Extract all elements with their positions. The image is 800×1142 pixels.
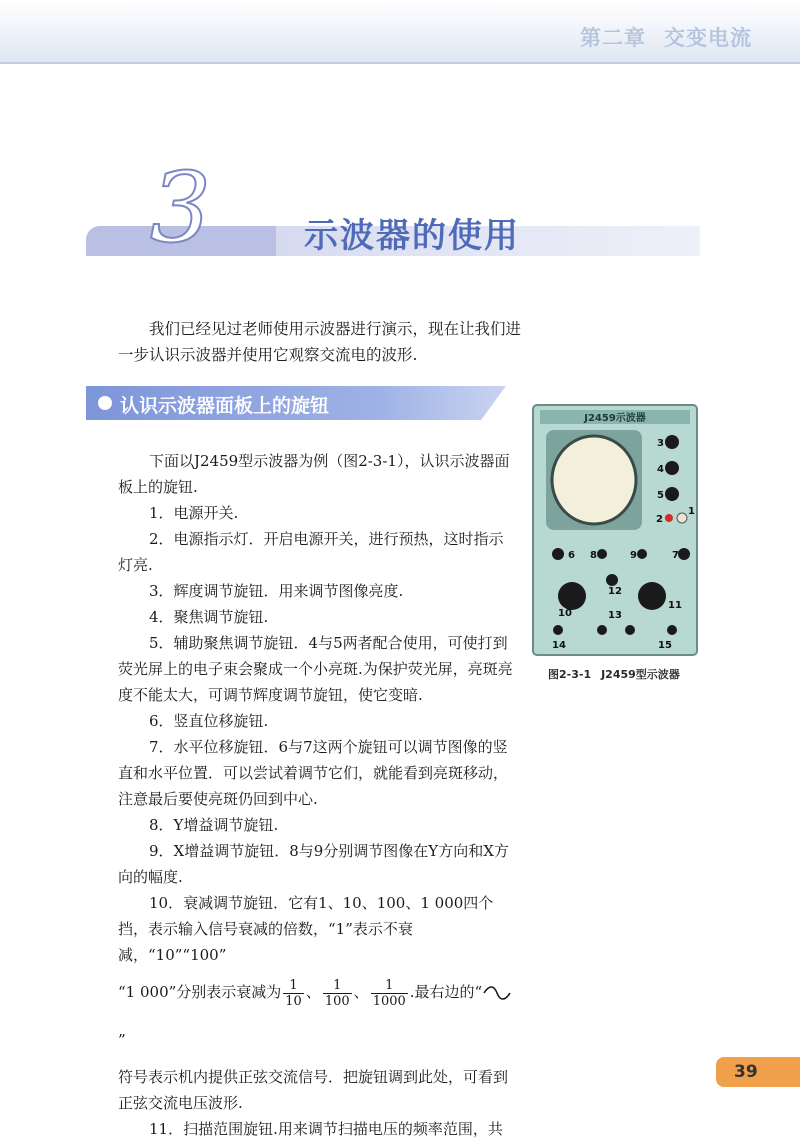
knob-label: 13 (608, 610, 622, 621)
page-number-tab (716, 1057, 800, 1087)
page-number: 39 (734, 1062, 758, 1082)
paragraph: 5．辅助聚焦调节旋钮．4与5两者配合使用，可使打到荧光屏上的电子束会聚成一个小亮斑.为保护荧光屏，亮斑亮度不能太大，可调节辉度调节旋钮，使它变暗. (118, 634, 513, 704)
paragraph: 9．X增益调节旋钮．8与9分别调节图像在Y方向和X方向的幅度. (118, 842, 509, 886)
sine-wave-icon (482, 986, 512, 1000)
paragraph: 7．水平位移旋钮．6与7这两个旋钮可以调节图像的竖直和水平位置．可以尝试着调节它们，就能看到亮斑移动，注意最后要使亮斑仍回到中心. (118, 738, 509, 808)
oscilloscope-illustration (532, 404, 698, 656)
device-label: J2459示波器 (584, 413, 646, 424)
paragraph: 符号表示机内提供正弦交流信号．把旋钮调到此处，可看到正弦交流电压波形. (118, 1068, 509, 1112)
paragraph: 1．电源开关. (149, 504, 239, 522)
knob-label: 12 (608, 586, 622, 597)
paragraph: 2．电源指示灯．开启电源开关，进行预热，这时指示灯亮. (118, 530, 504, 574)
knob-label: 2 (656, 514, 663, 525)
paragraph: 10．衰减调节旋钮．它有1、10、100、1 000四个挡，表示输入信号衰减的倍数，“1”表示不衰减，“10”“100” (118, 894, 494, 964)
paragraph: 4．聚焦调节旋钮. (149, 608, 269, 626)
body-text (118, 448, 515, 1142)
fraction-paragraph (118, 968, 515, 1064)
fraction-separator: 、 (353, 983, 369, 1001)
fraction: $\frac{1}{100}$ (324, 977, 350, 1009)
fraction-trail-text: .最右边的“ (409, 983, 483, 1001)
bullet-icon (98, 396, 112, 410)
paragraph: 下面以J2459型示波器为例（图2-3-1），认识示波器面板上的旋钮. (118, 452, 510, 496)
knob-label: 4 (657, 464, 664, 475)
paragraph: 6．竖直位移旋钮. (149, 712, 269, 730)
knob-label: 9 (630, 550, 637, 561)
paragraph: 8．Y增益调节旋钮. (149, 816, 279, 834)
lesson-number: 3 (150, 152, 212, 264)
fraction: $\frac{1}{1000}$ (372, 977, 406, 1009)
paragraph: 11．扫描范围旋钮.用来调节扫描电压的频率范围，共 (149, 1120, 503, 1138)
oscilloscope-figure (532, 404, 698, 656)
chapter-title: 交变电流 (664, 26, 752, 50)
knob-label: 10 (558, 608, 572, 619)
header-divider (0, 62, 800, 64)
caption-id: 图2-3-1 (548, 668, 592, 681)
intro-text: 我们已经见过老师使用示波器进行演示，现在让我们进一步认识示波器并使用它观察交流电的波形. (118, 320, 522, 364)
knob-label: 3 (657, 438, 664, 449)
section-header (86, 386, 506, 420)
knob-label: 5 (657, 490, 664, 501)
knob-label: 7 (672, 550, 679, 561)
fraction-lead-text: “1 000”分别表示衰减为 (118, 983, 282, 1001)
fraction: $\frac{1}{10}$ (285, 977, 302, 1009)
intro-paragraph (118, 316, 528, 368)
chapter-label: 第二章 (580, 26, 646, 50)
knob-label: 11 (668, 600, 682, 611)
lesson-title: 示波器的使用 (304, 216, 520, 256)
knob-label: 15 (658, 640, 672, 651)
paragraph: 3．辉度调节旋钮．用来调节图像亮度. (149, 582, 404, 600)
figure-caption (548, 666, 680, 682)
caption-text: J2459型示波器 (601, 668, 680, 681)
fraction-separator: 、 (305, 983, 321, 1001)
knob-label: 14 (552, 640, 566, 651)
quote-close: ” (118, 1031, 126, 1049)
running-header (562, 22, 752, 52)
knob-label: 1 (688, 506, 695, 517)
section-title: 认识示波器面板上的旋钮 (120, 395, 330, 417)
knob-label: 8 (590, 550, 597, 561)
knob-label: 6 (568, 550, 575, 561)
